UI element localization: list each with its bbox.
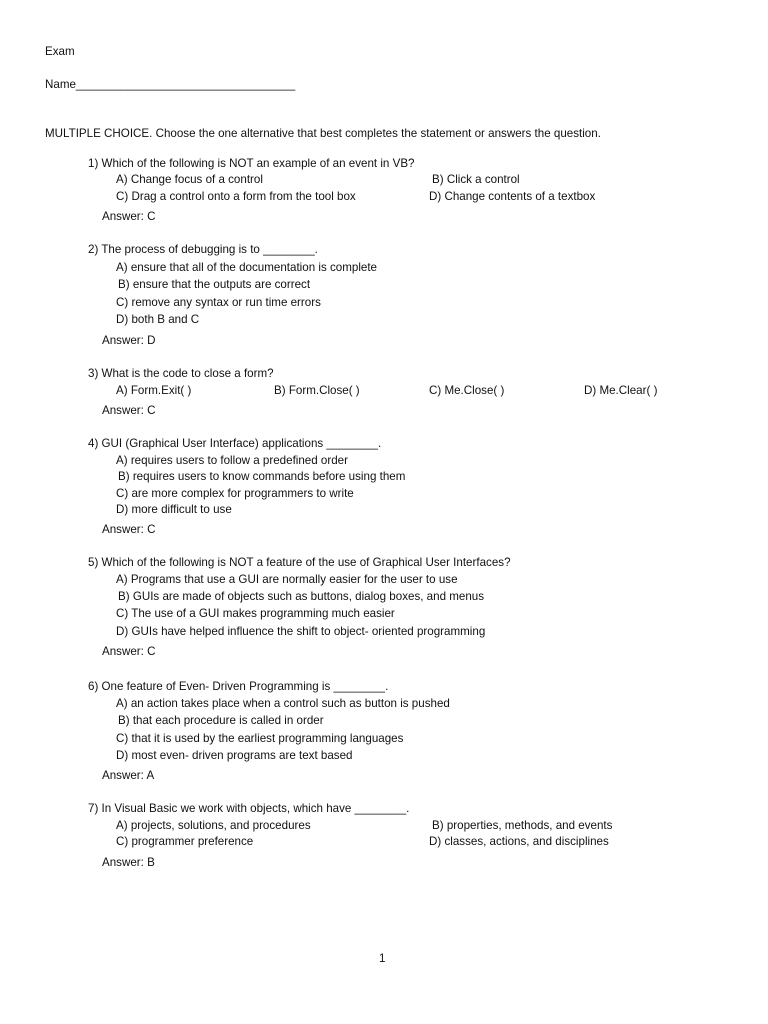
option-b: B) Form.Close( )	[274, 384, 360, 397]
answer: Answer: C	[102, 404, 156, 417]
option-c: C) programmer preference	[116, 835, 254, 848]
instructions: MULTIPLE CHOICE. Choose the one alternative that best completes the statement or answers the question.	[45, 127, 601, 140]
option-b: B) that each procedure is called in order	[118, 714, 324, 727]
option-b: B) ensure that the outputs are correct	[118, 278, 311, 291]
option-c: C) Me.Close( )	[429, 384, 505, 397]
option-d: D) GUIs have helped influence the shift to object- oriented programming	[116, 625, 486, 638]
option-c: C) that it is used by the earliest programming languages	[116, 732, 404, 745]
answer: Answer: A	[102, 769, 155, 782]
option-c: C) Drag a control onto a form from the tool box	[116, 190, 356, 203]
option-a: A) Change focus of a control	[116, 173, 263, 186]
option-b: B) requires users to know commands before using them	[118, 470, 406, 483]
option-a: A) projects, solutions, and procedures	[116, 819, 311, 832]
option-a: A) requires users to follow a predefined order	[116, 454, 348, 467]
option-d: D) Me.Clear( )	[584, 384, 658, 397]
question-stem: 4) GUI (Graphical User Interface) applications ________.	[88, 437, 382, 450]
question-stem: 1) Which of the following is NOT an example of an event in VB?	[88, 157, 415, 170]
answer: Answer: D	[102, 334, 156, 347]
option-c: C) are more complex for programmers to write	[116, 487, 354, 500]
option-c: C) remove any syntax or run time errors	[116, 296, 321, 309]
question-stem: 5) Which of the following is NOT a feature of the use of Graphical User Interfaces?	[88, 556, 511, 569]
answer: Answer: B	[102, 856, 155, 869]
question-stem: 7) In Visual Basic we work with objects, which have ________.	[88, 802, 410, 815]
option-a: A) Programs that use a GUI are normally easier for the user to use	[116, 573, 458, 586]
option-a: A) Form.Exit( )	[116, 384, 192, 397]
answer: Answer: C	[102, 523, 156, 536]
answer: Answer: C	[102, 645, 156, 658]
exam-label: Exam	[45, 45, 75, 58]
option-d: D) classes, actions, and disciplines	[429, 835, 609, 848]
name-line: Name__________________________________	[45, 78, 296, 91]
option-d: D) more difficult to use	[116, 503, 232, 516]
page-number: 1	[379, 952, 386, 965]
option-a: A) an action takes place when a control such as button is pushed	[116, 697, 450, 710]
option-a: A) ensure that all of the documentation is complete	[116, 261, 378, 274]
answer: Answer: C	[102, 210, 156, 223]
option-b: B) GUIs are made of objects such as buttons, dialog boxes, and menus	[118, 590, 485, 603]
question-stem: 3) What is the code to close a form?	[88, 367, 274, 380]
option-d: D) both B and C	[116, 313, 200, 326]
question-stem: 2) The process of debugging is to ________.	[88, 243, 318, 256]
option-b: B) properties, methods, and events	[432, 819, 613, 832]
option-c: C) The use of a GUI makes programming much easier	[116, 607, 395, 620]
option-b: B) Click a control	[432, 173, 520, 186]
question-stem: 6) One feature of Even- Driven Programming is ________.	[88, 680, 389, 693]
option-d: D) most even- driven programs are text based	[116, 749, 353, 762]
option-d: D) Change contents of a textbox	[429, 190, 596, 203]
